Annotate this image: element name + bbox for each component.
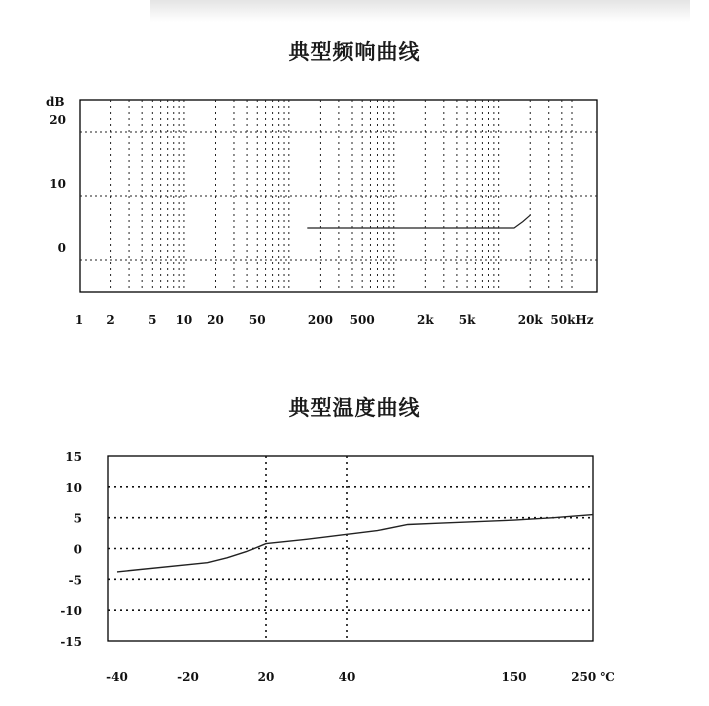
temperature-y-tick-label: 15 [65,450,82,464]
frequency-response-line [307,215,530,228]
frequency-x-tick-label: 50kHz [550,313,594,327]
frequency-x-tick-label: 5 [148,313,157,327]
chart-title-frequency: 典型频响曲线 [288,40,421,64]
temperature-x-tick-label: 40 [338,670,356,684]
frequency-x-tick-label: 2 [106,313,115,327]
temperature-x-tick-label: -40 [106,670,128,684]
frequency-x-tick-label: 50 [248,313,266,327]
frequency-x-tick-label: 1 [74,313,84,327]
temperature-y-tick-label: -5 [68,573,82,588]
temperature-y-tick-label: -10 [60,604,82,619]
frequency-x-tick-label: 10 [175,313,193,327]
frequency-x-tick-label: 500 [349,313,375,327]
frequency-y-tick-label: 20 [49,113,66,127]
frequency-x-tick-label: 20k [517,313,543,327]
temperature-x-tick-label: -20 [177,670,199,684]
temperature-y-tick-label: 0 [73,542,82,557]
temperature-x-tick-label: 250 ℃ [571,670,615,684]
frequency-y-tick-label: 10 [49,177,66,191]
frequency-x-tick-label: 200 [307,313,333,327]
temperature-x-tick-label: 20 [257,670,275,684]
frequency-y-unit-label: dB [46,95,65,109]
temperature-y-tick-label: 10 [65,480,82,495]
frequency-x-tick-label: 2k [416,313,434,327]
temperature-x-tick-label: 150 [501,670,527,684]
frequency-x-tick-label: 20 [207,313,224,327]
temperature-y-tick-label: -15 [60,635,82,649]
temperature-curve-line [117,515,593,572]
frequency-y-tick-label: 0 [57,241,66,255]
temperature-y-tick-label: 5 [73,511,82,526]
frequency-x-tick-label: 5k [458,313,476,327]
chart-title-temperature: 典型温度曲线 [288,396,421,420]
